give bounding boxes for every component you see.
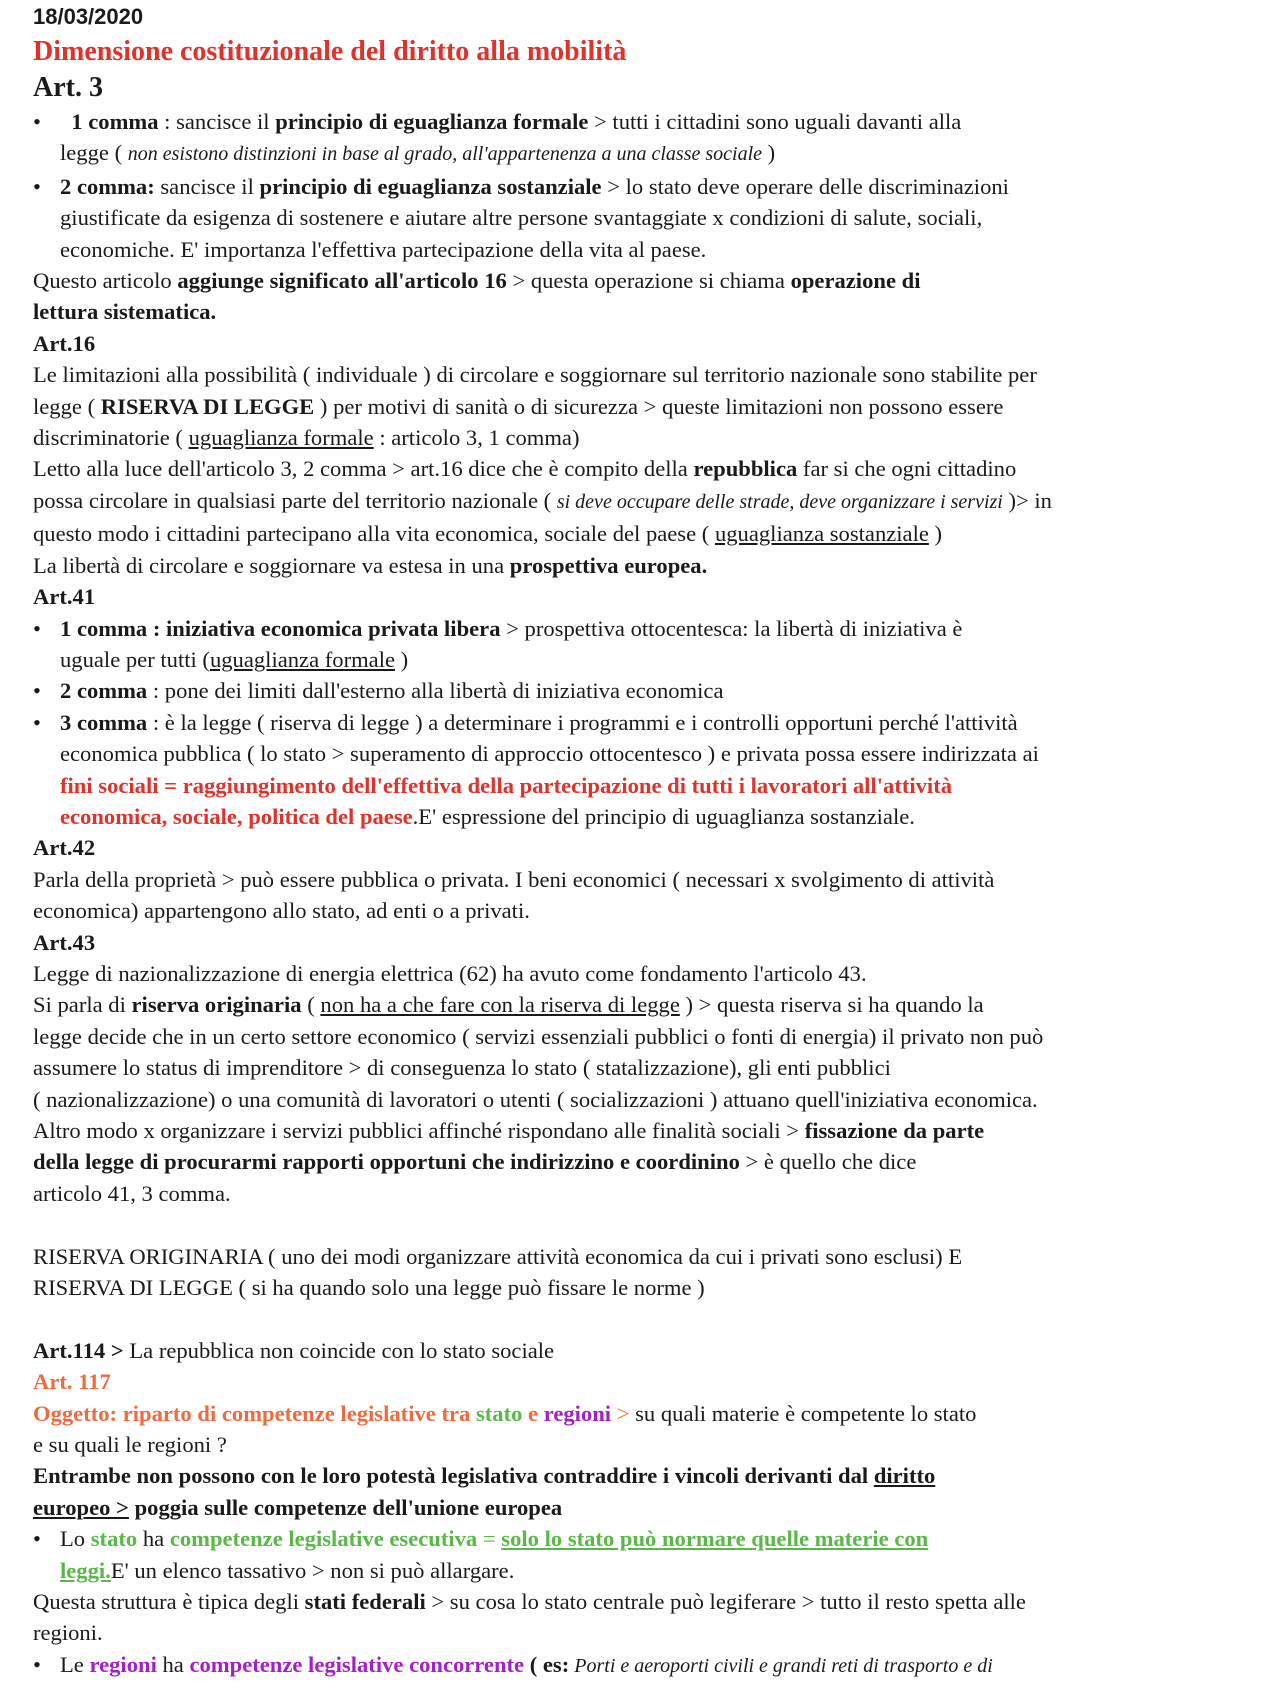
art41-comma3-line4: economica, sociale, politica del paese.E' espressione del principio di uguaglianza sostanziale. (60, 803, 915, 829)
spacer (33, 1303, 1263, 1334)
art43-line8: articolo 41, 3 comma. (33, 1180, 231, 1206)
art3-comma1-cont: legge ( non esistono distinzioni in base al grado, all'appartenenza a una classe sociale ) (60, 140, 776, 166)
art117-bullet-stato-cont: leggi.E' un elenco tassativo > non si può allargare. (60, 1557, 515, 1583)
art117-bullet-regioni: • Le regioni ha competenze legislative concorrente ( es: Porti e aeroporti civili e grandi reti di trasporto e di (33, 1649, 1263, 1682)
art43-line3: legge decide che in un certo settore economico ( servizi essenziali pubblici o fonti di energia) il privato non può (33, 1023, 1044, 1049)
art3-comma2-line2: giustificate da esigenza di sostenere e aiutare altre persone svantaggiate x condizioni di salute, sociali, (60, 205, 983, 231)
art114-line: Art.114 > La repubblica non coincide con lo stato sociale (33, 1337, 555, 1363)
art42-line2: economica) appartengono allo stato, ad enti o a privati. (33, 898, 530, 924)
art42-line1: Parla della proprietà > può essere pubblica o privata. I beni economici ( necessari x svolgimento di attività (33, 866, 995, 892)
art41-comma2: • 2 comma : pone dei limiti dall'esterno alla libertà di iniziativa economica (33, 675, 1263, 706)
art3-comma2: • 2 comma: sancisce il principio di eguaglianza sostanziale > lo stato deve operare delle discriminazioni (33, 171, 1263, 202)
art117-federali: Questa struttura è tipica degli stati federali > su cosa lo stato centrale può legiferare > tutto il resto spetta alle (33, 1589, 1026, 1615)
document-page (33, 0, 1263, 1682)
art16-heading: Art.16 (33, 330, 96, 356)
riserva-line1: RISERVA ORIGINARIA ( uno dei modi organizzare attività economica da cui i privati sono esclusi) E (33, 1243, 963, 1269)
art16-line3: discriminatorie ( uguaglianza formale : articolo 3, 1 comma) (33, 425, 580, 451)
art3-heading: Art. 3 (33, 72, 103, 103)
art117-bullet-stato: • Lo stato ha competenze legislative esecutiva = solo lo stato può normare quelle materie con (33, 1523, 1263, 1554)
art41-comma1-cont: uguale per tutti (uguaglianza formale ) (60, 646, 409, 672)
art3-summary: Questo articolo aggiunge significato all'articolo 16 > questa operazione si chiama operazione di (33, 268, 921, 294)
art43-line5: ( nazionalizzazione) o una comunità di lavoratori o utenti ( socializzazioni ) attuano quell'iniziativa economica. (33, 1086, 1038, 1112)
art117-oggetto-cont: e su quali le regioni ? (33, 1432, 227, 1458)
art43-line7: della legge di procurarmi rapporti opportuni che indirizzino e coordinino > è quello che dice (33, 1149, 917, 1175)
art43-line1: Legge di nazionalizzazione di energia elettrica (62) ha avuto come fondamento l'articolo 43. (33, 960, 867, 986)
art43-line6: Altro modo x organizzare i servizi pubblici affinché rispondano alle finalità sociali > fissazione da parte (33, 1118, 985, 1143)
art16-line5: possa circolare in qualsiasi parte del territorio nazionale ( si deve occupare delle strade, deve organizzare i servizi )> in (33, 487, 1052, 513)
document-date: 18/03/2020 (33, 4, 144, 29)
art117-entrambe-cont: europeo > poggia sulle competenze dell'unione europea (33, 1494, 563, 1520)
art41-heading: Art.41 (33, 584, 96, 610)
art42-heading: Art.42 (33, 835, 96, 861)
art16-line6: questo modo i cittadini partecipano alla vita economica, sociale del paese ( uguaglianza sostanziale ) (33, 521, 943, 547)
art16-line2: legge ( RISERVA DI LEGGE ) per motivi di sanità o di sicurezza > queste limitazioni non possono essere (33, 393, 1004, 419)
riserva-line2: RISERVA DI LEGGE ( si ha quando solo una legge può fissare le norme ) (33, 1275, 705, 1301)
art43-line2: Si parla di riserva originaria ( non ha a che fare con la riserva di legge ) > questa riserva si ha quando la (33, 992, 984, 1018)
spacer (33, 1209, 1263, 1240)
art117-federali-cont: regioni. (33, 1620, 103, 1646)
art41-comma3-line2: economica pubblica ( lo stato > superamento di approccio ottocentesco ) e privata possa essere indirizzata ai (60, 741, 1039, 767)
art16-line4: Letto alla luce dell'articolo 3, 2 comma > art.16 dice che è compito della repubblica far si che ogni cittadino (33, 456, 1017, 482)
art117-entrambe: Entrambe non possono con le loro potestà legislativa contraddire i vincoli derivanti dal diritto (33, 1463, 936, 1489)
art41-comma3: • 3 comma : è la legge ( riserva di legge ) a determinare i programmi e i controlli opportuni perché l'attività (33, 707, 1263, 738)
art3-comma2-line3: economiche. E' importanza l'effettiva partecipazione della vita al paese. (60, 236, 707, 262)
document-title: Dimensione costituzionale del diritto alla mobilità (33, 36, 627, 67)
art43-line4: assumere lo status di imprenditore > di conseguenza lo stato ( statalizzazione), gli enti pubblici (33, 1055, 891, 1081)
art16-line7: La libertà di circolare e soggiornare va estesa in una prospettiva europea. (33, 552, 708, 578)
art117-oggetto: Oggetto: riparto di competenze legislative tra stato e regioni > su quali materie è competente lo stato (33, 1400, 977, 1426)
art41-comma1: • 1 comma : iniziativa economica privata libera > prospettiva ottocentesca: la libertà di iniziativa è (33, 613, 1263, 644)
art43-heading: Art.43 (33, 929, 96, 955)
art16-line1: Le limitazioni alla possibilità ( individuale ) di circolare e soggiornare sul territorio nazionale sono stabilite per (33, 362, 1037, 388)
art3-summary-cont: lettura sistematica. (33, 299, 217, 325)
art117-heading: Art. 117 (33, 1369, 111, 1395)
art3-comma1: • 1 comma : sancisce il principio di eguaglianza formale > tutti i cittadini sono uguali davanti alla (33, 106, 1263, 137)
art41-comma3-line3: fini sociali = raggiungimento dell'effettiva della partecipazione di tutti i lavoratori all'attività (60, 772, 953, 798)
